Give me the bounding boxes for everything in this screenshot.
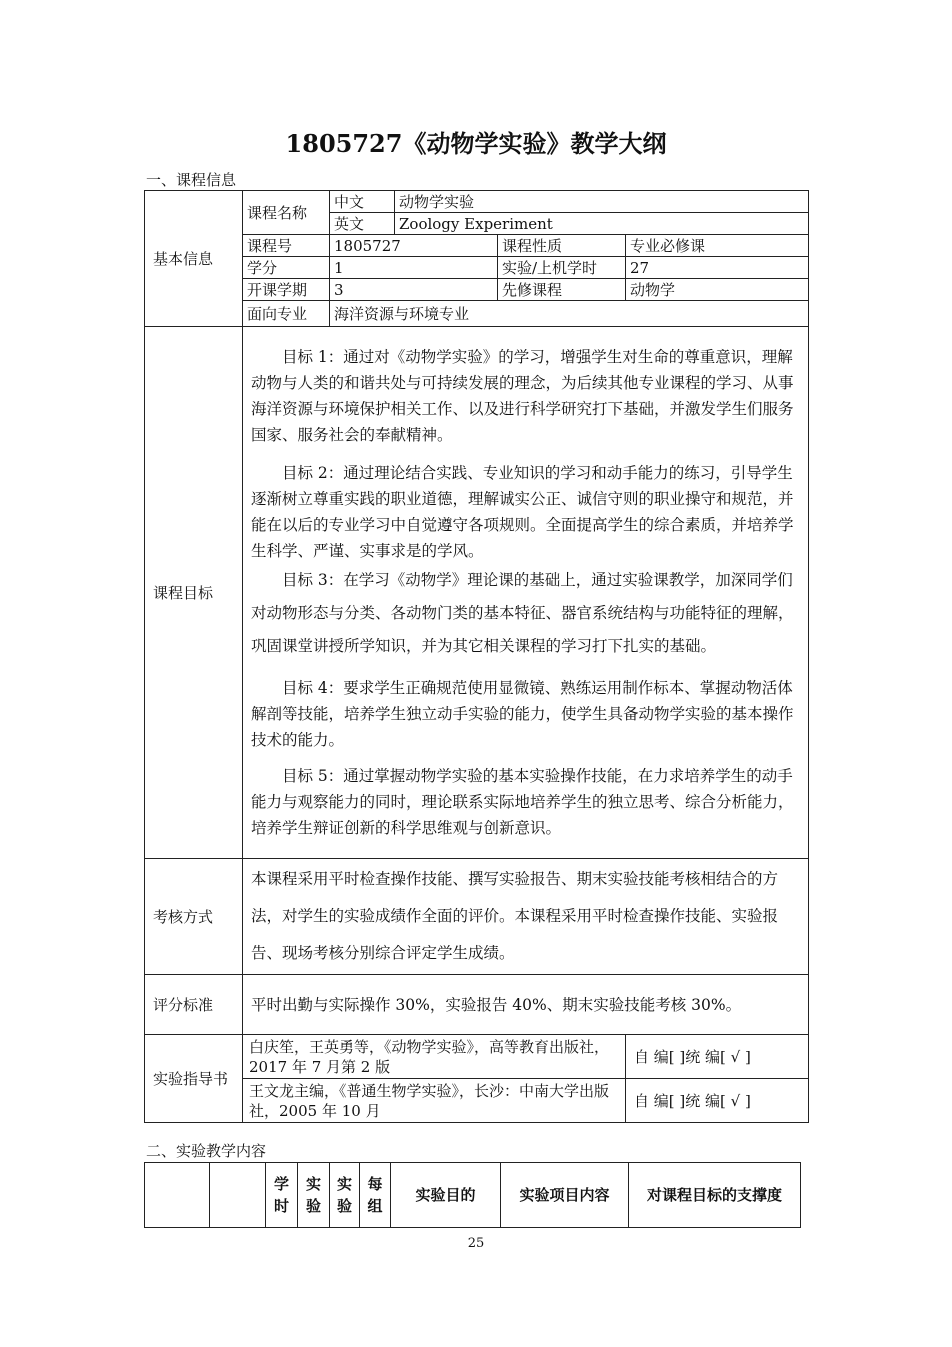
book-2-mark: 自 编[ ]统 编[ √ ] bbox=[626, 1079, 809, 1123]
goal-3: 目标 3：在学习《动物学》理论课的基础上，通过实验课教学，加深同学们对动物形态与分类、各动物门类的基本特征、器官系统结构与功能特征的理解，巩固课堂讲授所学知识，并为其它相关课程的学习打下扎实的基础。 bbox=[251, 571, 794, 655]
course-info-table bbox=[144, 190, 809, 1123]
credit-label: 学分 bbox=[243, 257, 330, 279]
nature-value: 专业必修课 bbox=[626, 235, 809, 257]
section-heading-course-info: 一、课程信息 bbox=[146, 171, 237, 189]
lab-col-experiment-b: 实验 bbox=[330, 1163, 360, 1228]
en-value: Zoology Experiment bbox=[395, 213, 809, 235]
hours-value: 27 bbox=[626, 257, 809, 279]
lab-col-support: 对课程目标的支撑度 bbox=[629, 1163, 801, 1228]
assess-text: 本课程采用平时检查操作技能、撰写实验报告、期末实验技能考核相结合的方法，对学生的实验成绩作全面的评价。本课程采用平时检查操作技能、实验报告、现场考核分别综合评定学生成绩。 bbox=[243, 859, 809, 975]
lab-col-content: 实验项目内容 bbox=[501, 1163, 629, 1228]
code-label: 课程号 bbox=[243, 235, 330, 257]
cn-value: 动物学实验 bbox=[395, 191, 809, 213]
lab-col-per-group: 每组 bbox=[360, 1163, 391, 1228]
goals-label: 课程目标 bbox=[145, 327, 243, 859]
prereq-label: 先修课程 bbox=[498, 279, 626, 301]
goal-5: 目标 5：通过掌握动物学实验的基本实验操作技能，在力求培养学生的动手能力与观察能力的同时，理论联系实际地培养学生的独立思考、综合分析能力，培养学生辩证创新的科学思维观与创新意识。 bbox=[251, 767, 794, 837]
goal-4: 目标 4：要求学生正确规范使用显微镜、熟练运用制作标本、掌握动物活体解剖等技能，培养学生独立动手实验的能力，使学生具备动物学实验的基本操作技术的能力。 bbox=[251, 679, 794, 749]
book-1-mark: 自 编[ ]统 编[ √ ] bbox=[626, 1035, 809, 1079]
nature-label: 课程性质 bbox=[498, 235, 626, 257]
books-label: 实验指导书 bbox=[145, 1035, 243, 1123]
cn-label: 中文 bbox=[330, 191, 395, 213]
prereq-value: 动物学 bbox=[626, 279, 809, 301]
lab-col-empty-2 bbox=[210, 1163, 266, 1228]
lab-col-hours: 学时 bbox=[266, 1163, 298, 1228]
basic-info-label: 基本信息 bbox=[145, 191, 243, 327]
major-label: 面向专业 bbox=[243, 301, 330, 327]
lab-content-table bbox=[144, 1162, 801, 1228]
en-label: 英文 bbox=[330, 213, 395, 235]
book-2: 王文龙主编，《普通生物学实验》，长沙：中南大学出版社，2005 年 10 月 bbox=[243, 1079, 626, 1123]
major-value: 海洋资源与环境专业 bbox=[330, 301, 809, 327]
code-value: 1805727 bbox=[330, 235, 498, 257]
lab-col-empty-1 bbox=[145, 1163, 210, 1228]
page-number: 25 bbox=[467, 1236, 485, 1251]
lab-col-purpose: 实验目的 bbox=[391, 1163, 501, 1228]
hours-label: 实验/上机学时 bbox=[498, 257, 626, 279]
lab-col-experiment-a: 实验 bbox=[298, 1163, 330, 1228]
grading-label: 评分标准 bbox=[145, 975, 243, 1035]
course-name-label: 课程名称 bbox=[243, 191, 330, 235]
section-heading-lab-content: 二、实验教学内容 bbox=[146, 1142, 267, 1160]
grading-text: 平时出勤与实际操作 30%，实验报告 40%、期末实验技能考核 30%。 bbox=[243, 975, 809, 1035]
credit-value: 1 bbox=[330, 257, 498, 279]
goal-1: 目标 1：通过对《动物学实验》的学习，增强学生对生命的尊重意识，理解动物与人类的和谐共处与可持续发展的理念，为后续其他专业课程的学习、从事海洋资源与环境保护相关工作、以及进行科学研究打下基础，并激发学生们服务国家、服务社会的奉献精神。 bbox=[251, 348, 794, 444]
term-label: 开课学期 bbox=[243, 279, 330, 301]
goals-content bbox=[243, 327, 809, 859]
page-title: 1805727《动物学实验》教学大纲 bbox=[285, 129, 667, 158]
assess-label: 考核方式 bbox=[145, 859, 243, 975]
term-value: 3 bbox=[330, 279, 498, 301]
book-1: 白庆笙，王英勇等，《动物学实验》，高等教育出版社，2017 年 7 月第 2 版 bbox=[243, 1035, 626, 1079]
goal-2: 目标 2：通过理论结合实践、专业知识的学习和动手能力的练习，引导学生逐渐树立尊重实践的职业道德，理解诚实公正、诚信守则的职业操守和规范，并能在以后的专业学习中自觉遵守各项规则。全面提高学生的综合素质，并培养学生科学、严谨、实事求是的学风。 bbox=[251, 464, 794, 560]
